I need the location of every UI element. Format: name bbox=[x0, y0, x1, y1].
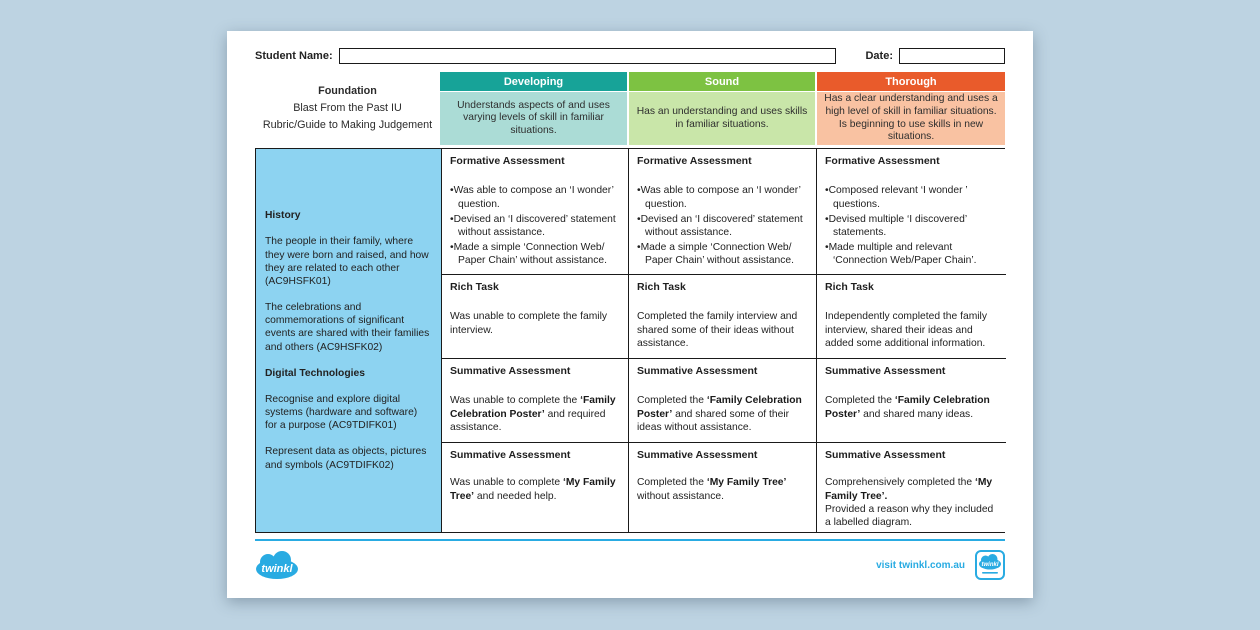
level-column-sound bbox=[627, 72, 815, 145]
formative-sound-cell bbox=[628, 149, 816, 274]
footer-right bbox=[876, 550, 1005, 580]
rubric-table-body bbox=[255, 148, 1005, 533]
cell-text: Independently completed the family interview, shared their ideas and added some additional information. bbox=[825, 311, 987, 349]
text-bold: ‘Family Celebration Poster’ bbox=[637, 395, 802, 420]
level-name-developing: Developing bbox=[440, 72, 627, 92]
level-name-thorough: Thorough bbox=[817, 72, 1005, 92]
history-paragraph-2: The celebrations and commemorations of significant events are shared with their families and others (AC9HSFK02) bbox=[265, 302, 430, 353]
twinkl-logo bbox=[255, 550, 299, 580]
cell-heading: Rich Task bbox=[825, 281, 874, 293]
student-name-label: Student Name: bbox=[255, 50, 333, 62]
unit-title-line1: Foundation bbox=[318, 85, 377, 98]
bullet-item: • Devised an ‘I discovered’ statement without assistance. bbox=[450, 213, 620, 239]
visit-link[interactable]: visit twinkl.com.au bbox=[876, 559, 965, 571]
cell-text bbox=[825, 394, 998, 420]
text-pre: Was unable to complete the bbox=[450, 395, 581, 407]
summative-tree-thorough-cell bbox=[816, 442, 1006, 532]
text-post: and needed help. bbox=[474, 490, 557, 502]
summative-tree-developing-cell bbox=[441, 442, 628, 532]
date-label: Date: bbox=[865, 50, 893, 62]
level-description-developing: Understands aspects of and uses varying levels of skill in familiar situations. bbox=[440, 92, 627, 145]
digitech-paragraph-1: Recognise and explore digital systems (hardware and software) for a purpose (AC9TDIFK01) bbox=[265, 393, 418, 432]
rich-task-sound-cell bbox=[628, 274, 816, 358]
cell-heading: Summative Assessment bbox=[825, 365, 946, 377]
student-info-row bbox=[255, 47, 1005, 65]
text-pre: Was unable to complete bbox=[450, 477, 563, 489]
text-bold: ‘Family Celebration Poster’ bbox=[825, 395, 990, 420]
cell-heading: Summative Assessment bbox=[825, 449, 946, 461]
text-bold: ‘My Family Tree’ bbox=[706, 477, 787, 489]
twinkl-badge-icon bbox=[975, 550, 1005, 580]
text-post: without assistance. bbox=[637, 490, 724, 502]
cell-heading: Summative Assessment bbox=[637, 365, 758, 377]
cell-heading: Rich Task bbox=[450, 281, 499, 293]
unit-title-block bbox=[255, 72, 440, 145]
bullet-item: • Made a simple ‘Connection Web/ Paper Chain’ without assistance. bbox=[637, 241, 808, 267]
digital-technologies-heading: Digital Technologies bbox=[265, 367, 365, 379]
student-name-input[interactable] bbox=[339, 48, 836, 64]
level-description-thorough: Has a clear understanding and uses a high level of skill in familiar situations. Is beginning to use skills in new situations. bbox=[817, 92, 1005, 145]
summative-tree-sound-cell bbox=[628, 442, 816, 532]
text-bold: ‘Family Celebration Poster’ bbox=[450, 395, 616, 420]
text-bold: ‘My Family Tree’. bbox=[825, 477, 993, 502]
text-post: and shared some of their ideas without assistance. bbox=[637, 408, 790, 433]
bullet-item: • Devised multiple ‘I discovered’ statements. bbox=[825, 213, 998, 239]
text-pre: Completed the bbox=[637, 477, 707, 489]
bullet-list bbox=[637, 184, 808, 267]
level-name-sound: Sound bbox=[629, 72, 815, 92]
history-heading: History bbox=[265, 210, 301, 222]
formative-thorough-cell bbox=[816, 149, 1006, 274]
level-column-developing bbox=[440, 72, 627, 145]
bullet-item: • Was able to compose an ‘I wonder’ question. bbox=[637, 184, 808, 210]
text-post: and shared many ideas. bbox=[860, 408, 974, 420]
bullet-item: • Composed relevant ‘I wonder ’ questions. bbox=[825, 184, 998, 210]
bullet-list bbox=[450, 184, 620, 267]
history-paragraph-1: The people in their family, where they were born and raised, and how they are related to each other (AC9HSFK01) bbox=[265, 236, 429, 287]
cell-text bbox=[637, 394, 808, 434]
text-pre: Comprehensively completed the bbox=[825, 477, 975, 489]
cell-text: Was unable to complete the family interview. bbox=[450, 311, 608, 336]
cell-heading: Formative Assessment bbox=[825, 155, 940, 167]
cell-text: Completed the family interview and shared some of their ideas without assistance. bbox=[637, 311, 798, 349]
twinkl-logo-text: twinkl bbox=[261, 563, 293, 575]
bullet-item: • Made a simple ‘Connection Web/ Paper Chain’ without assistance. bbox=[450, 241, 620, 267]
text-pre: Completed the bbox=[637, 395, 707, 407]
rubric-document bbox=[227, 31, 1033, 598]
cell-heading: Rich Task bbox=[637, 281, 686, 293]
level-column-thorough bbox=[815, 72, 1005, 145]
cell-heading: Formative Assessment bbox=[637, 155, 752, 167]
digitech-paragraph-2: Represent data as objects, pictures and symbols (AC9TDIFK02) bbox=[265, 446, 427, 471]
text-post: and required assistance. bbox=[450, 408, 606, 433]
cell-text bbox=[825, 476, 998, 502]
unit-title-line3: Rubric/Guide to Making Judgement bbox=[262, 118, 433, 131]
text-bold: ‘My Family Tree’ bbox=[450, 477, 616, 502]
bullet-item: • Devised an ‘I discovered’ statement without assistance. bbox=[637, 213, 808, 239]
cell-text bbox=[450, 394, 620, 434]
summative-poster-sound-cell bbox=[628, 358, 816, 442]
bullet-list bbox=[825, 184, 998, 267]
level-description-sound: Has an understanding and uses skills in familiar situations. bbox=[629, 92, 815, 145]
cell-text bbox=[450, 476, 620, 502]
rich-task-thorough-cell bbox=[816, 274, 1006, 358]
footer-divider bbox=[255, 539, 1005, 541]
footer bbox=[255, 548, 1005, 582]
formative-developing-cell bbox=[441, 149, 628, 274]
date-input[interactable] bbox=[899, 48, 1005, 64]
rich-task-developing-cell bbox=[441, 274, 628, 358]
text-pre: Completed the bbox=[825, 395, 895, 407]
summative-poster-developing-cell bbox=[441, 358, 628, 442]
summative-poster-thorough-cell bbox=[816, 358, 1006, 442]
criteria-cell bbox=[256, 149, 441, 532]
cell-text-line2: Provided a reason why they included a labelled diagram. bbox=[825, 503, 994, 528]
bullet-item: • Made multiple and relevant ‘Connection Web/Paper Chain’. bbox=[825, 241, 998, 267]
rubric-header-row bbox=[255, 72, 1005, 145]
cell-heading: Summative Assessment bbox=[450, 365, 571, 377]
cell-heading: Formative Assessment bbox=[450, 155, 565, 167]
unit-title-line2: Blast From the Past IU bbox=[293, 102, 402, 115]
bullet-item: • Was able to compose an ‘I wonder’ question. bbox=[450, 184, 620, 210]
cell-heading: Summative Assessment bbox=[450, 449, 571, 461]
cell-text bbox=[637, 476, 808, 502]
twinkl-badge-text: twinkl bbox=[981, 562, 999, 568]
cell-heading: Summative Assessment bbox=[637, 449, 758, 461]
